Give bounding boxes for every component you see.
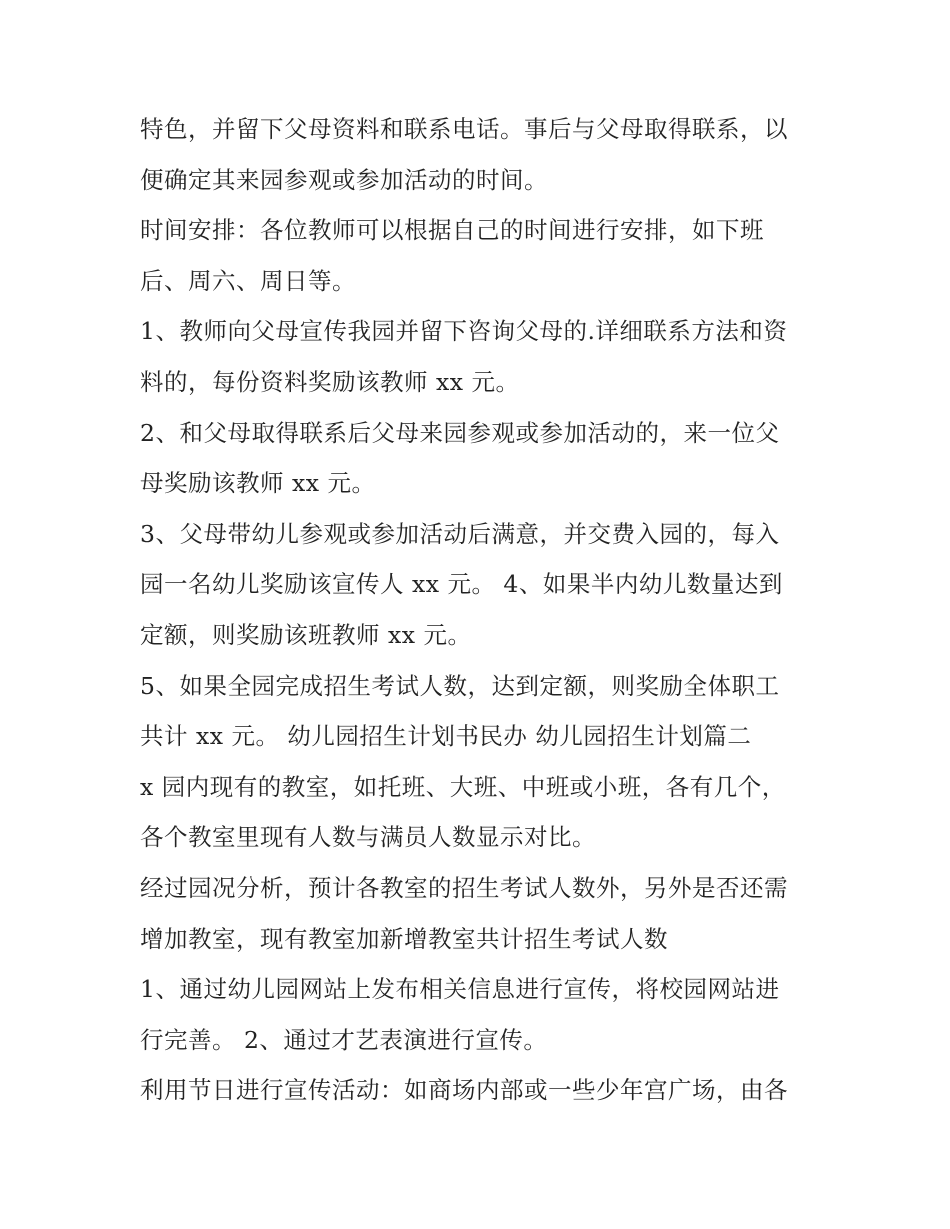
text-line: 便确定其来园参观或参加活动的时间。	[140, 165, 548, 194]
text-line: 后、周六、周日等。	[140, 266, 356, 295]
body-text	[140, 104, 830, 1116]
text-line: 1、通过幼儿园网站上发布相关信息进行宣传，将校园网站进	[140, 975, 780, 1004]
text-line: 园一名幼儿奖励该宣传人 xx 元。 4、如果半内幼儿数量达到	[140, 570, 783, 599]
text-line: 共计 xx 元。 幼儿园招生计划书民办 幼儿园招生计划篇二	[140, 722, 752, 751]
text-line: 行完善。 2、通过才艺表演进行宣传。	[140, 1025, 548, 1054]
text-line: 料的，每份资料奖励该教师 xx 元。	[140, 367, 520, 396]
text-line: 时间安排：各位教师可以根据自己的时间进行安排，如下班	[140, 216, 764, 245]
text-line: 增加教室，现有教室加新增教室共计招生考试人数	[140, 924, 668, 953]
text-line: 特色，并留下父母资料和联系电话。事后与父母取得联系，以	[140, 115, 788, 143]
text-line: 2、和父母取得联系后父母来园参观或参加活动的，来一位父	[140, 418, 780, 447]
text-line: 经过园况分析，预计各教室的招生考试人数外，另外是否还需	[140, 873, 788, 902]
text-line: 3、父母带幼儿参观或参加活动后满意，并交费入园的，每入	[140, 519, 780, 548]
text-line: 利用节日进行宣传活动：如商场内部或一些少年宫广场，由各	[140, 1076, 788, 1105]
text-line: 5、如果全园完成招生考试人数，达到定额，则奖励全体职工	[140, 671, 780, 700]
text-line: 母奖励该教师 xx 元。	[140, 469, 376, 498]
text-line: 1、教师向父母宣传我园并留下咨询父母的.详细联系方法和资	[140, 317, 788, 346]
text-line: 定额，则奖励该班教师 xx 元。	[140, 620, 472, 649]
text-line: 各个教室里现有人数与满员人数显示对比。	[140, 823, 596, 852]
text-line: x 园内现有的教室，如托班、大班、中班或小班，各有几个，	[140, 772, 786, 801]
